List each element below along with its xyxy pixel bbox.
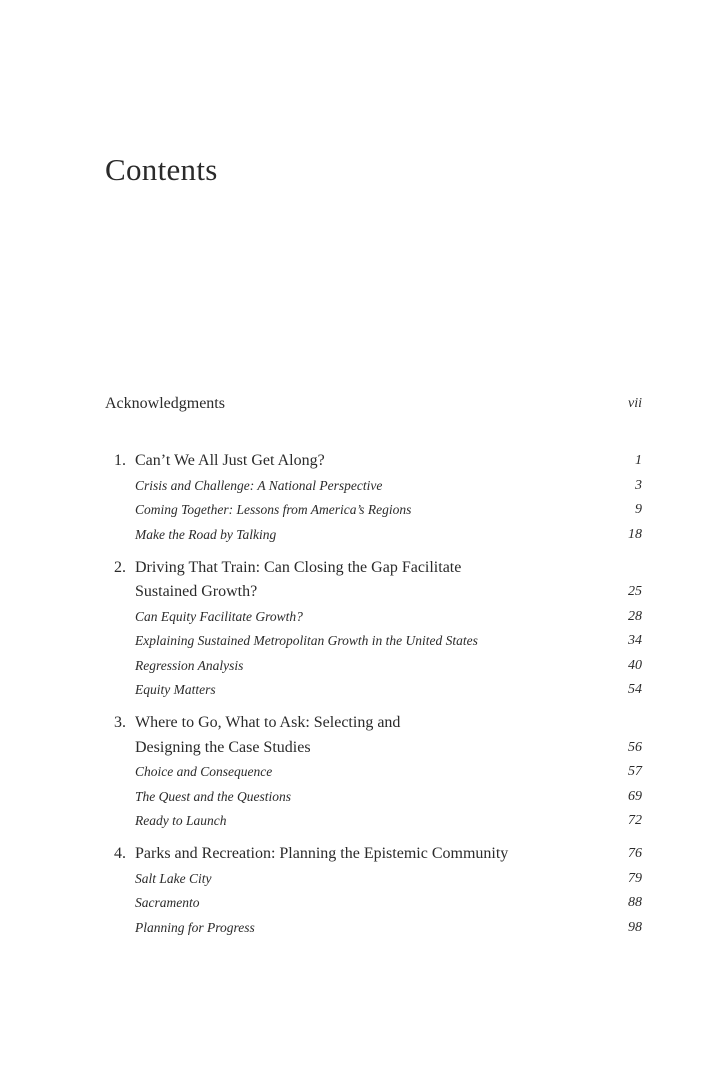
page-title: Contents bbox=[105, 152, 218, 187]
page-number: 9 bbox=[635, 502, 642, 517]
section-title: Choice and Consequence bbox=[135, 764, 273, 779]
section-entry[interactable] bbox=[105, 654, 642, 679]
chapter-block bbox=[105, 842, 642, 940]
chapter-number: 3. bbox=[114, 714, 126, 731]
page-number: 57 bbox=[628, 764, 642, 779]
chapter-number: 1. bbox=[114, 452, 126, 469]
chapter-title-line: Designing the Case Studies bbox=[135, 738, 311, 756]
section-title: Can Equity Facilitate Growth? bbox=[135, 608, 303, 624]
section-entry[interactable] bbox=[105, 809, 642, 834]
page-number: 98 bbox=[628, 919, 642, 935]
chapter-heading[interactable] bbox=[105, 711, 642, 736]
chapter-title-line: Where to Go, What to Ask: Selecting and bbox=[135, 714, 401, 731]
page-number: 18 bbox=[628, 526, 642, 542]
section-entry[interactable] bbox=[105, 867, 642, 892]
section-entry[interactable] bbox=[105, 891, 642, 916]
page-number: 69 bbox=[628, 788, 642, 804]
chapter-number: 4. bbox=[114, 845, 126, 862]
page-number: 76 bbox=[628, 846, 642, 861]
chapter-heading[interactable] bbox=[105, 580, 642, 605]
entry-title: Acknowledgments bbox=[105, 395, 225, 412]
chapter-heading[interactable] bbox=[105, 449, 642, 474]
section-title: Make the Road by Talking bbox=[135, 526, 277, 542]
section-title: Crisis and Challenge: A National Perspective bbox=[135, 477, 383, 493]
page-number: vii bbox=[628, 396, 642, 411]
section-entry[interactable] bbox=[105, 678, 642, 703]
page-number: 54 bbox=[628, 682, 642, 697]
section-entry[interactable] bbox=[105, 785, 642, 810]
page-number: 88 bbox=[628, 895, 642, 910]
section-entry[interactable] bbox=[105, 474, 642, 499]
page-number: 3 bbox=[635, 477, 642, 493]
chapter-block bbox=[105, 711, 642, 834]
section-title: Coming Together: Lessons from America’s Regions bbox=[135, 502, 412, 517]
page-number: 72 bbox=[628, 813, 642, 828]
chapter-title-line: Driving That Train: Can Closing the Gap Facilitate bbox=[135, 558, 462, 576]
page-number: 1 bbox=[635, 453, 642, 468]
chapter-title-line: Can’t We All Just Get Along? bbox=[135, 452, 325, 469]
section-title: Ready to Launch bbox=[135, 813, 227, 828]
page-number: 79 bbox=[628, 870, 642, 886]
section-title: Salt Lake City bbox=[135, 870, 212, 886]
page-number: 25 bbox=[628, 584, 642, 599]
chapter-block bbox=[105, 449, 642, 547]
chapter-block bbox=[105, 556, 642, 703]
chapter-heading[interactable] bbox=[105, 736, 642, 761]
section-title: Planning for Progress bbox=[135, 919, 255, 935]
chapter-title-line: Sustained Growth? bbox=[135, 583, 258, 600]
section-entry[interactable] bbox=[105, 760, 642, 785]
chapter-list bbox=[105, 449, 642, 940]
page-number: 34 bbox=[628, 633, 642, 648]
section-entry[interactable] bbox=[105, 629, 642, 654]
section-title: Explaining Sustained Metropolitan Growth in the United States bbox=[135, 633, 478, 648]
chapter-heading[interactable] bbox=[105, 556, 642, 581]
chapter-title-line: Parks and Recreation: Planning the Epistemic Community bbox=[135, 845, 509, 862]
section-title: Regression Analysis bbox=[135, 657, 244, 673]
section-title: Sacramento bbox=[135, 895, 200, 910]
section-entry[interactable] bbox=[105, 523, 642, 548]
section-title: Equity Matters bbox=[135, 682, 216, 697]
chapter-number: 2. bbox=[114, 558, 126, 576]
page-number: 28 bbox=[628, 608, 642, 624]
chapter-heading[interactable] bbox=[105, 842, 642, 867]
section-entry[interactable] bbox=[105, 916, 642, 941]
table-of-contents bbox=[105, 392, 642, 949]
section-entry[interactable] bbox=[105, 605, 642, 630]
page-number: 40 bbox=[628, 657, 642, 673]
toc-entry-acknowledgments[interactable] bbox=[105, 392, 642, 417]
section-title: The Quest and the Questions bbox=[135, 788, 291, 804]
page-number: 56 bbox=[628, 739, 642, 755]
section-entry[interactable] bbox=[105, 498, 642, 523]
